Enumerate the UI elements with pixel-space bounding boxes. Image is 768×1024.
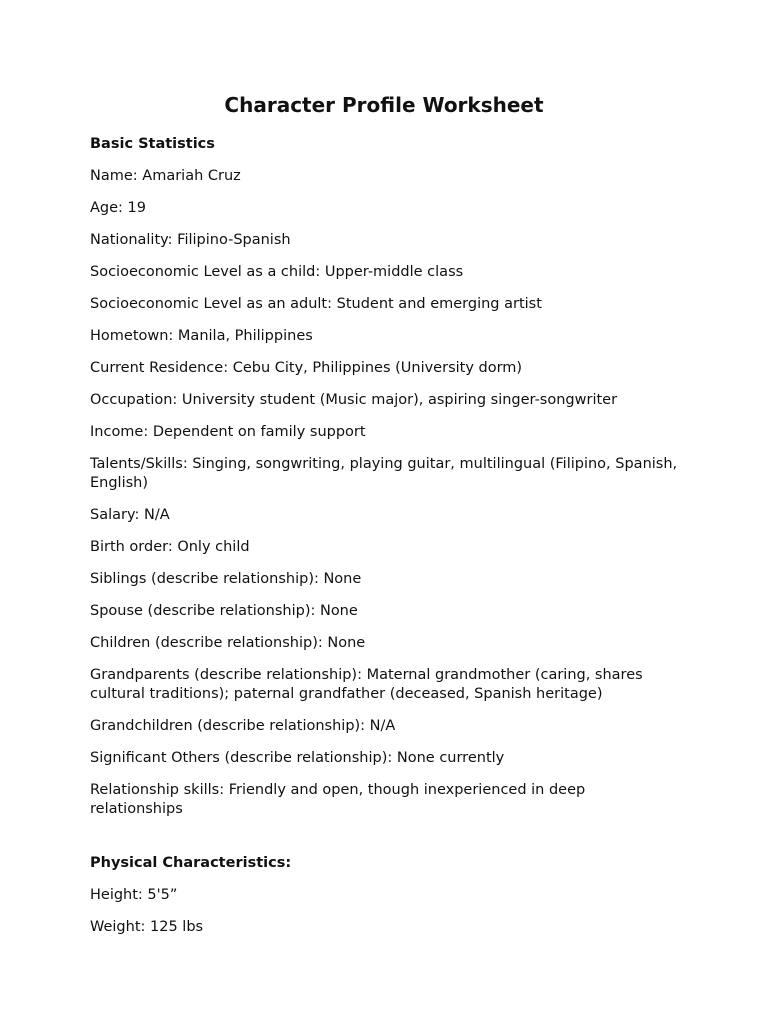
field-age: Age: 19 <box>90 200 146 216</box>
field-height: Height: 5'5” <box>90 887 178 903</box>
field-talents-skills: Talents/Skills: Singing, songwriting, playing guitar, multilingual (Filipino, Spanish, English) <box>90 456 678 491</box>
section-heading-physical-characteristics: Physical Characteristics: <box>90 855 292 871</box>
field-nationality: Nationality: Filipino-Spanish <box>90 232 291 248</box>
field-siblings: Siblings (describe relationship): None <box>90 571 362 587</box>
field-salary: Salary: N/A <box>90 507 170 523</box>
field-weight: Weight: 125 lbs <box>90 919 204 935</box>
field-occupation: Occupation: University student (Music major), aspiring singer-songwriter <box>90 392 618 408</box>
field-socioeconomic-adult: Socioeconomic Level as an adult: Student and emerging artist <box>90 296 542 312</box>
basic-statistics-list <box>90 167 678 819</box>
field-socioeconomic-child: Socioeconomic Level as a child: Upper-middle class <box>90 264 464 280</box>
page-title: Character Profile Worksheet <box>224 93 544 117</box>
field-significant-others: Significant Others (describe relationship): None currently <box>90 750 505 766</box>
field-birth-order: Birth order: Only child <box>90 539 250 555</box>
field-children: Children (describe relationship): None <box>90 635 366 651</box>
field-current-residence: Current Residence: Cebu City, Philippines (University dorm) <box>90 360 523 376</box>
field-spouse: Spouse (describe relationship): None <box>90 603 358 619</box>
physical-characteristics-list <box>90 886 678 937</box>
field-hometown: Hometown: Manila, Philippines <box>90 328 313 344</box>
field-relationship-skills: Relationship skills: Friendly and open, though inexperienced in deep relationships <box>90 782 586 817</box>
field-grandchildren: Grandchildren (describe relationship): N/A <box>90 718 396 734</box>
field-name: Name: Amariah Cruz <box>90 168 241 184</box>
field-grandparents: Grandparents (describe relationship): Maternal grandmother (caring, shares cultural traditions); paternal grandfather (deceased, Spanish heritage) <box>90 667 643 702</box>
field-income: Income: Dependent on family support <box>90 424 366 440</box>
section-heading-basic-statistics: Basic Statistics <box>90 136 215 152</box>
